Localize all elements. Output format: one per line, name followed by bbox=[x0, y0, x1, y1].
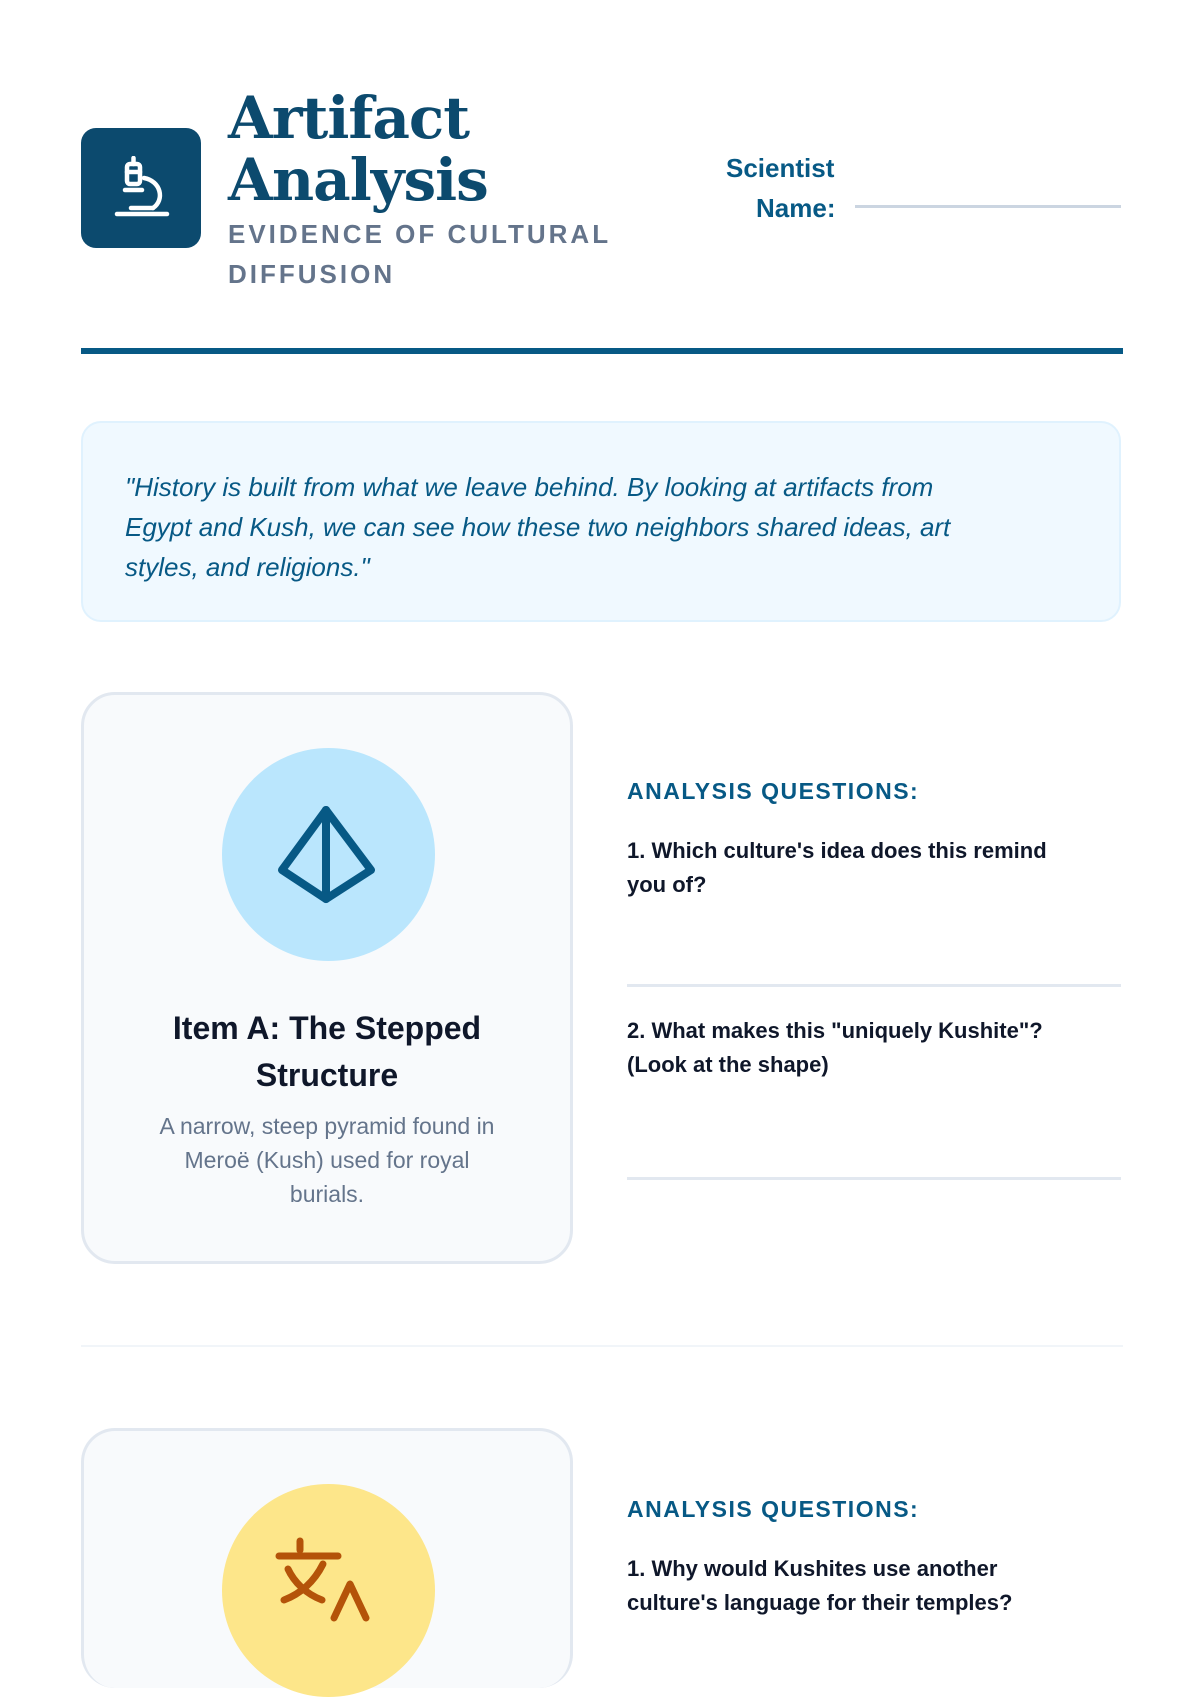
worksheet-header bbox=[81, 84, 1121, 294]
quote-line-1: "History is built from what we leave behind. By looking at artifacts from bbox=[125, 472, 934, 502]
artifact-a-question-1 bbox=[627, 834, 1107, 902]
question-2-line-1: 2. What makes this "uniquely Kushite"? bbox=[627, 1018, 1043, 1043]
page-title-line-1: Artifact bbox=[228, 84, 470, 152]
artifact-a-answer-1-line[interactable] bbox=[627, 984, 1121, 987]
language-icon bbox=[222, 1484, 435, 1697]
artifact-a-desc-line-2: Meroë (Kush) used for royal bbox=[184, 1147, 470, 1173]
quote-line-2: Egypt and Kush, we can see how these two neighbors shared ideas, art bbox=[125, 512, 951, 542]
question-1-line-1: 1. Which culture's idea does this remind bbox=[627, 838, 1047, 863]
artifact-b-questions-heading: ANALYSIS QUESTIONS: bbox=[627, 1496, 920, 1522]
page-subtitle-line-1: EVIDENCE OF CULTURAL bbox=[228, 219, 612, 249]
artifact-a-icon-circle bbox=[222, 748, 435, 961]
artifact-a-questions-heading: ANALYSIS QUESTIONS: bbox=[627, 778, 920, 804]
scientist-name-label-line-1: Scientist bbox=[726, 153, 835, 183]
b-question-1-line-1: 1. Why would Kushites use another bbox=[627, 1556, 998, 1581]
artifact-a-title bbox=[114, 1005, 540, 1099]
artifact-b-question-1 bbox=[627, 1552, 1107, 1620]
artifact-a-title-line-2: Structure bbox=[255, 1057, 399, 1093]
microscope-icon bbox=[111, 156, 171, 220]
question-2-line-2: (Look at the shape) bbox=[627, 1052, 829, 1077]
artifact-a-answer-2-line[interactable] bbox=[627, 1177, 1121, 1180]
section-divider bbox=[81, 1345, 1123, 1347]
quote-text bbox=[125, 467, 1079, 587]
scientist-name-label-line-2: Name: bbox=[756, 193, 836, 223]
scientist-name-field[interactable] bbox=[855, 205, 1121, 208]
artifact-b-icon-circle bbox=[222, 1484, 435, 1697]
logo bbox=[81, 128, 201, 248]
artifact-a-question-2 bbox=[627, 1014, 1107, 1082]
artifact-a-desc-line-1: A narrow, steep pyramid found in bbox=[159, 1113, 495, 1139]
intro-quote bbox=[81, 421, 1121, 622]
page-subtitle-line-2: DIFFUSION bbox=[228, 259, 396, 289]
header-divider bbox=[81, 348, 1123, 354]
artifact-card-b bbox=[81, 1428, 573, 1688]
artifact-a-desc-line-3: burials. bbox=[289, 1181, 365, 1207]
b-question-1-line-2: culture's language for their temples? bbox=[627, 1590, 1013, 1615]
pyramid-icon bbox=[222, 748, 435, 961]
question-1-line-2: you of? bbox=[627, 872, 707, 897]
quote-line-3: styles, and religions." bbox=[125, 552, 370, 582]
artifact-a-title-line-1: Item A: The Stepped bbox=[172, 1010, 482, 1046]
page-title-line-2: Analysis bbox=[228, 146, 488, 214]
artifact-a-description bbox=[124, 1109, 530, 1211]
artifact-card-a bbox=[81, 692, 573, 1264]
